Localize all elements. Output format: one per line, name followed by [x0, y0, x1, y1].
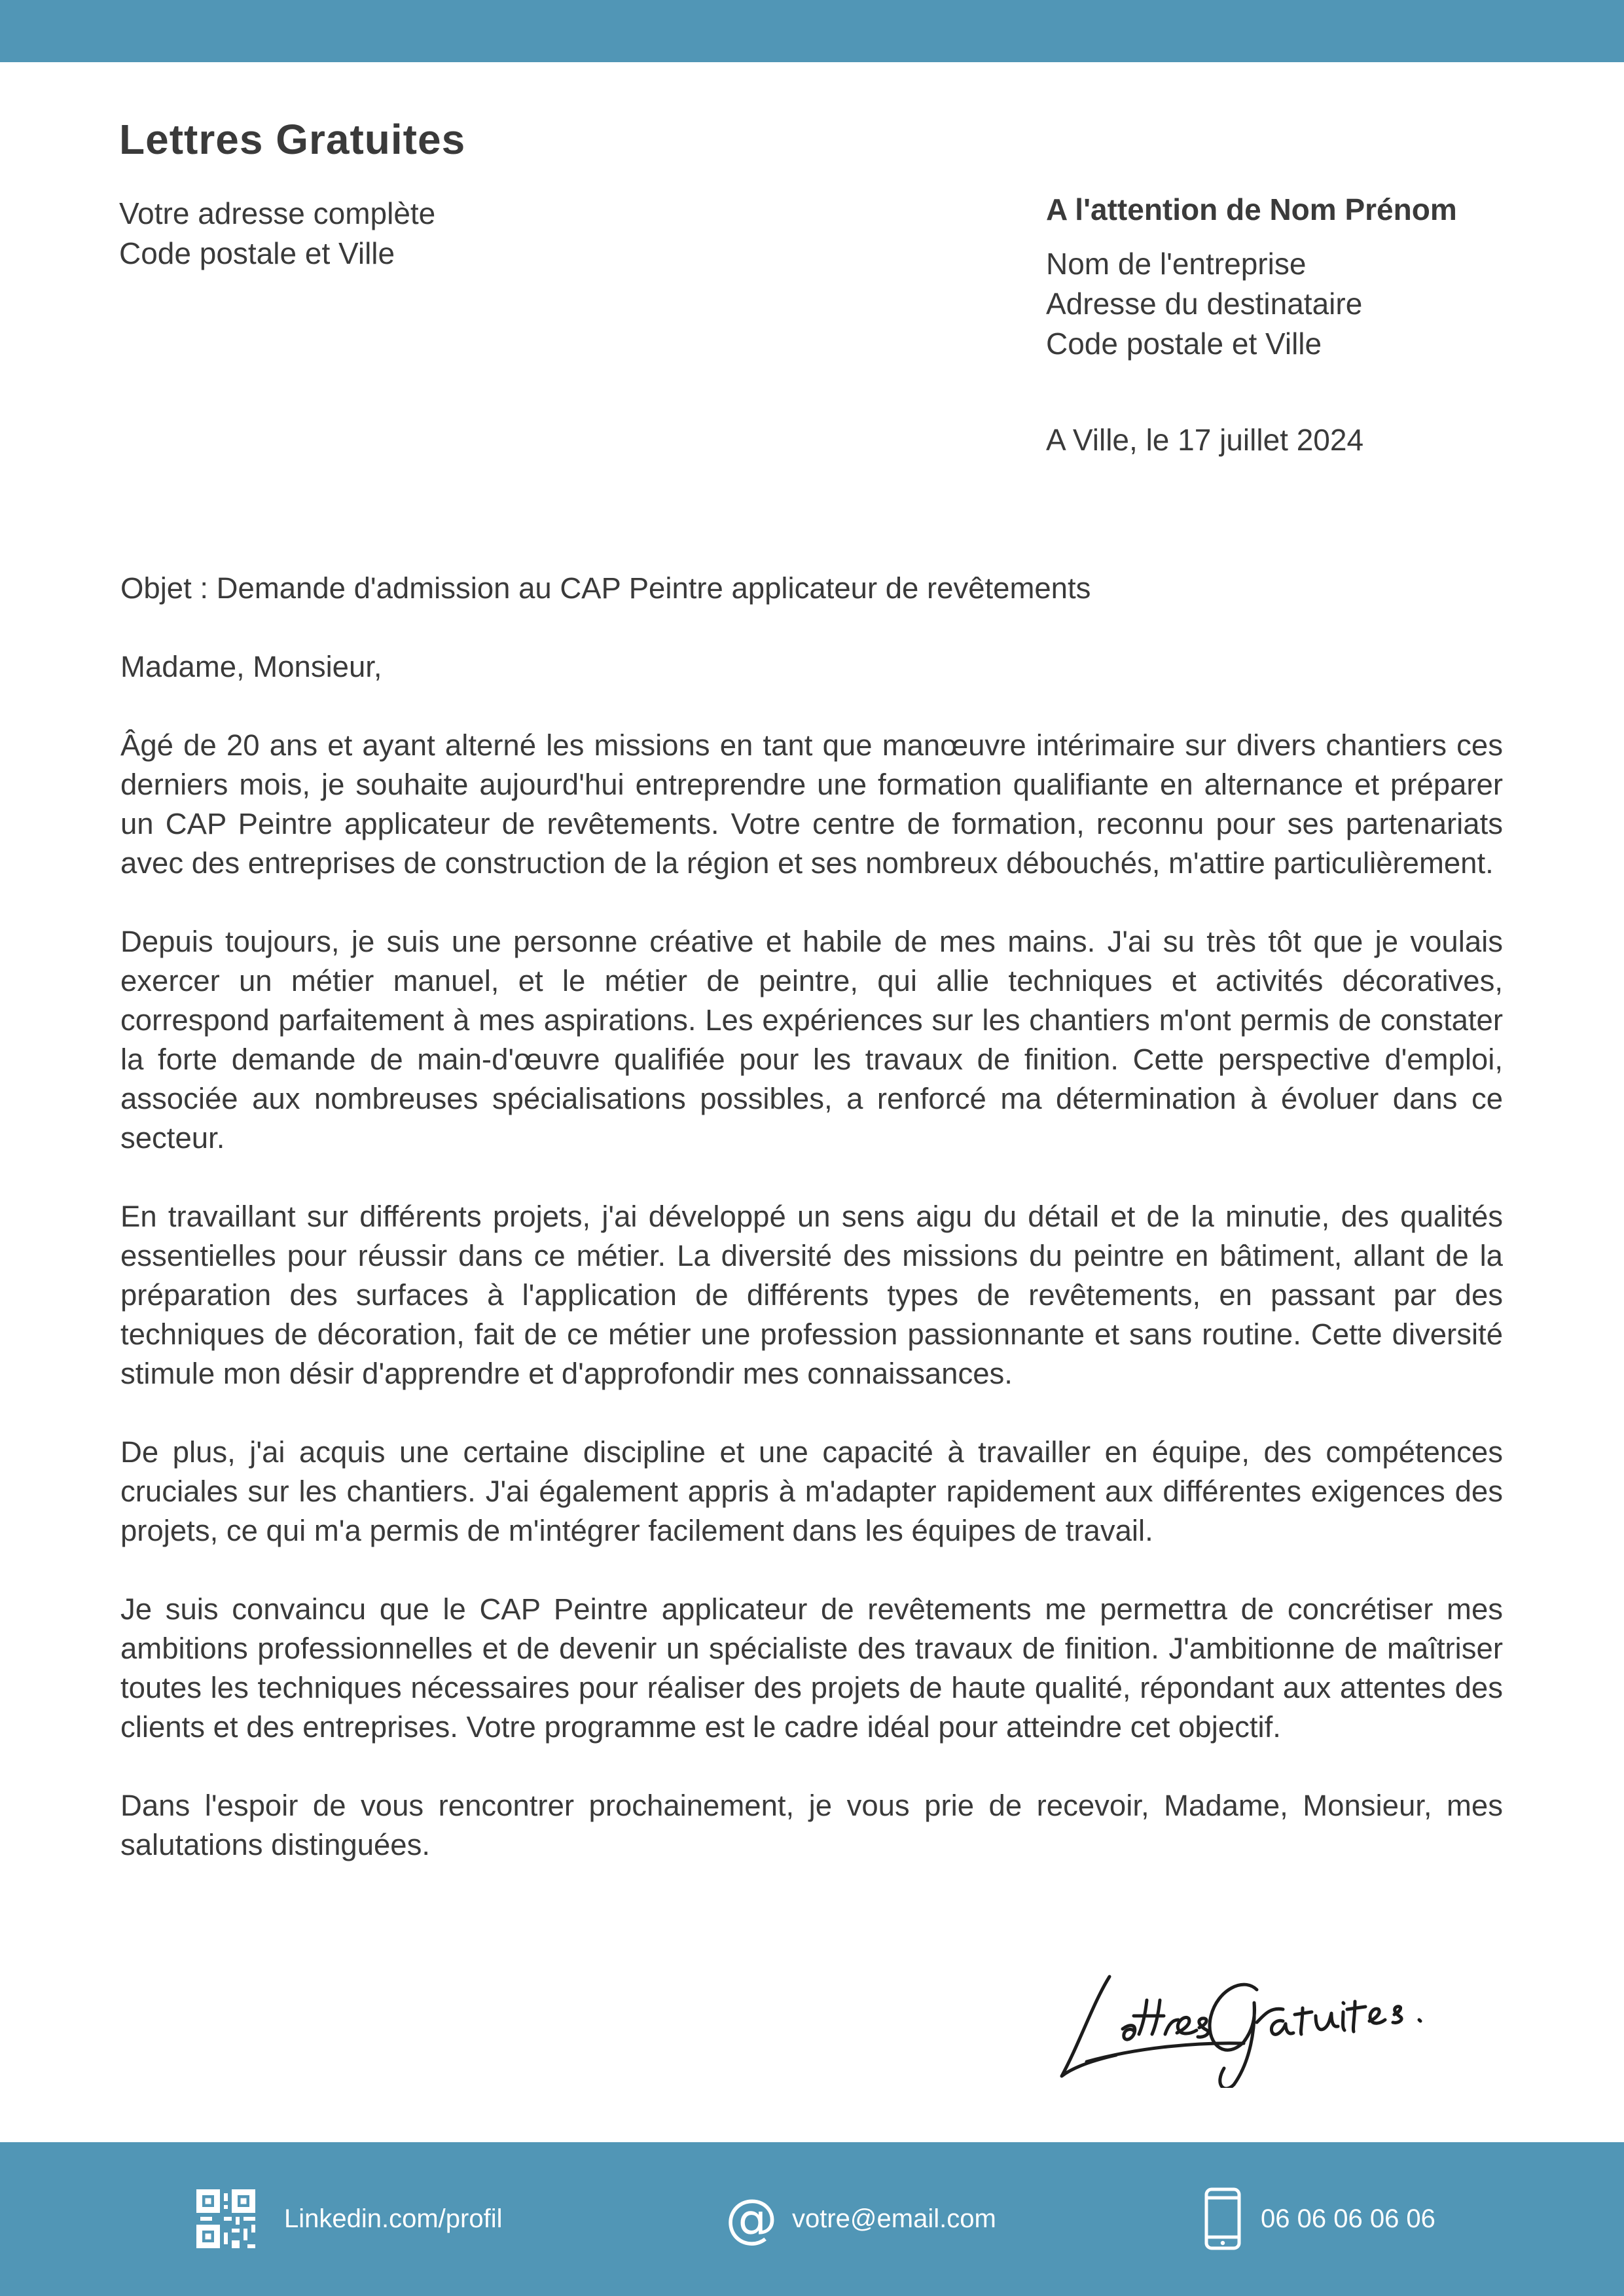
sender-name: Lettres Gratuites	[119, 116, 466, 163]
recipient-address: Adresse du destinataire	[1046, 287, 1363, 321]
recipient-block	[1046, 190, 1457, 364]
letter-paragraph: Depuis toujours, je suis une personne créative et habile de mes mains. J'ai su très tôt que je voulais exercer un métier manuel, et le métier de peintre, qui allie techniques et activités décoratives, correspond parfaitement à mes aspirations. Les expériences sur les chantiers m'ont permis de constater la forte demande de main-d'œuvre qualifiée pour les travaux de finition. Cette perspective d'emploi, associée aux nombreuses spécialisations possibles, a renforcé ma détermination à évoluer dans ce secteur.	[120, 925, 1503, 1155]
letter-date: A Ville, le 17 juillet 2024	[1046, 423, 1364, 457]
footer-linkedin[interactable]	[196, 2189, 503, 2248]
letter-closing: Dans l'espoir de vous rencontrer prochainement, je vous prie de recevoir, Madame, Monsieur, mes salutations distinguées.	[120, 1789, 1503, 1861]
letter-subject: Objet : Demande d'admission au CAP Peintre applicateur de revêtements	[120, 571, 1091, 605]
email-link[interactable]: votre@email.com	[792, 2204, 996, 2233]
linkedin-link[interactable]: Linkedin.com/profil	[284, 2204, 503, 2233]
qr-code-icon	[196, 2189, 255, 2248]
mobile-phone-icon	[1204, 2187, 1241, 2250]
letter-paragraph: Âgé de 20 ans et ayant alterné les missions en tant que manœuvre intérimaire sur divers chantiers ces derniers mois, je souhaite aujourd'hui entreprendre une formation qualifiante en alternance et préparer un CAP Peintre applicateur de revêtements. Votre centre de formation, reconnu pour ses partenariats avec des entreprises de construction de la région et ses nombreux débouchés, m'attire particulièrement.	[120, 728, 1503, 880]
at-sign-icon: @	[725, 2188, 778, 2249]
letter-paragraph: En travaillant sur différents projets, j'ai développé un sens aigu du détail et de la minutie, des qualités essentielles pour réussir dans ce métier. La diversité des missions du peintre en bâtiment, allant de la préparation des surfaces à l'application de différents types de revêtements, en passant par des techniques de décoration, fait de ce métier une profession passionnante et sans routine. Cette diversité stimule mon désir d'apprendre et d'approfondir mes connaissances.	[120, 1200, 1503, 1390]
sender-address	[119, 194, 435, 274]
recipient-attention: A l'attention de Nom Prénom	[1046, 192, 1457, 226]
sender-address-line: Votre adresse complète	[119, 196, 436, 230]
header-color-band	[0, 0, 1624, 62]
footer-email[interactable]	[725, 2189, 996, 2248]
handwritten-signature	[1047, 1931, 1440, 2088]
footer-phone[interactable]	[1204, 2189, 1435, 2248]
recipient-company: Nom de l'entreprise	[1046, 247, 1307, 281]
letter-paragraph: De plus, j'ai acquis une certaine discipline et une capacité à travailler en équipe, des compétences cruciales sur les chantiers. J'ai également appris à m'adapter rapidement aux différentes exigences des projets, ce qui m'a permis de m'intégrer facilement dans les équipes de travail.	[120, 1435, 1503, 1547]
recipient-city: Code postale et Ville	[1046, 327, 1322, 361]
sender-city-line: Code postale et Ville	[119, 236, 395, 270]
letter-paragraph: Je suis convaincu que le CAP Peintre applicateur de revêtements me permettra de concrétiser mes ambitions professionnelles et de devenir un spécialiste des travaux de finition. J'ambitionne de maîtriser toutes les techniques nécessaires pour réaliser des projets de haute qualité, répondant aux attentes des clients et des entreprises. Votre programme est le cadre idéal pour atteindre cet objectif.	[120, 1592, 1503, 1744]
phone-number[interactable]: 06 06 06 06 06	[1261, 2204, 1435, 2233]
letter-body	[120, 569, 1503, 1904]
letter-salutation: Madame, Monsieur,	[120, 650, 382, 683]
